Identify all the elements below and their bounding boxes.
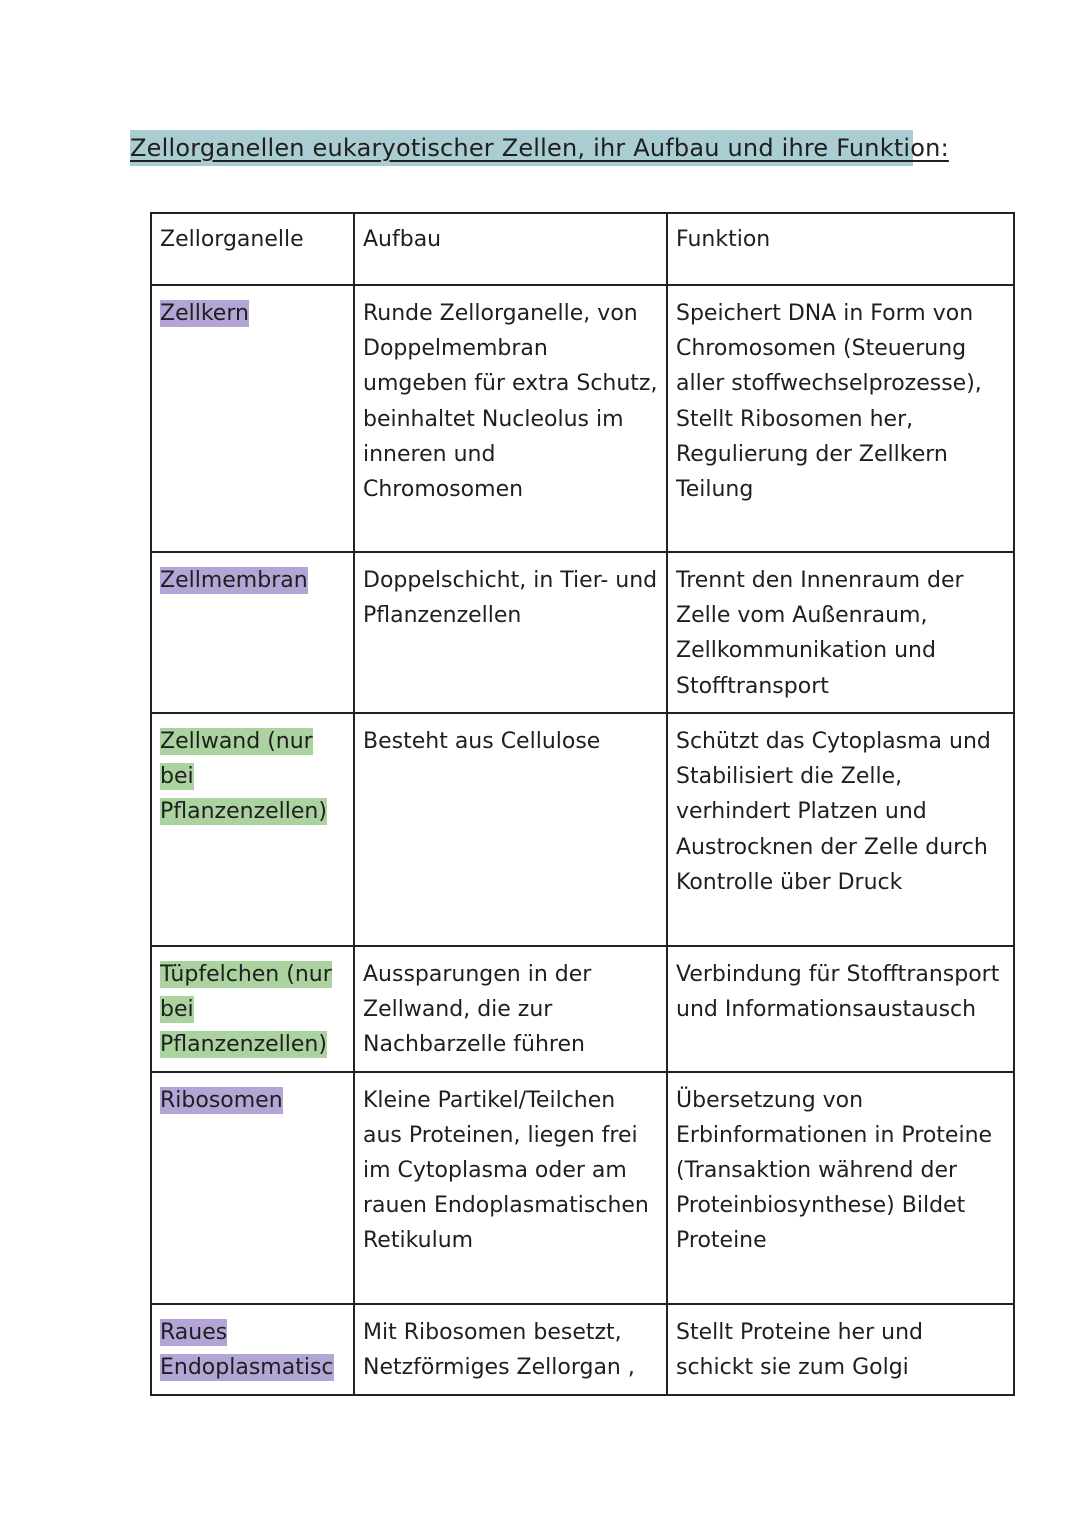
table-row (151, 1304, 1014, 1395)
table-row (151, 1072, 1014, 1304)
aufbau-cell: Mit Ribosomen besetzt, Netzförmiges Zellorgan , (354, 1304, 667, 1395)
organelle-name: Zellmembran (160, 568, 308, 593)
organelle-name: Raues Endoplasmatisc (160, 1319, 334, 1380)
organelle-cell (151, 1072, 354, 1304)
funktion-cell: Verbindung für Stofftransport und Informationsaustausch (667, 946, 1014, 1072)
organelle-cell (151, 713, 354, 946)
aufbau-cell: Runde Zellorganelle, von Doppelmembran umgeben für extra Schutz, beinhaltet Nucleolus im inneren und Chromosomen (354, 285, 667, 552)
organelle-cell (151, 285, 354, 552)
header-funktion: Funktion (667, 213, 1014, 285)
funktion-cell: Speichert DNA in Form von Chromosomen (Steuerung aller stoffwechselprozesse), Stellt Ribosomen her, Regulierung der Zellkern Teilung (667, 285, 1014, 552)
funktion-cell: Trennt den Innenraum der Zelle vom Außenraum, Zellkommunikation und Stofftransport (667, 552, 1014, 713)
organelle-cell (151, 1304, 354, 1395)
aufbau-cell: Aussparungen in der Zellwand, die zur Nachbarzelle führen (354, 946, 667, 1072)
organelle-name: Tüpfelchen (nur bei Pflanzenzellen) (160, 962, 332, 1058)
aufbau-cell: Doppelschicht, in Tier- und Pflanzenzellen (354, 552, 667, 713)
organelle-cell (151, 552, 354, 713)
funktion-cell: Stellt Proteine her und schickt sie zum Golgi (667, 1304, 1014, 1395)
aufbau-cell: Kleine Partikel/Teilchen aus Proteinen, liegen frei im Cytoplasma oder am rauen Endoplasmatischen Retikulum (354, 1072, 667, 1304)
organelle-name: Zellkern (160, 301, 249, 326)
table-row (151, 946, 1014, 1072)
header-aufbau: Aufbau (354, 213, 667, 285)
table-row (151, 713, 1014, 946)
organelle-cell (151, 946, 354, 1072)
aufbau-cell: Besteht aus Cellulose (354, 713, 667, 946)
funktion-cell: Schützt das Cytoplasma und Stabilisiert die Zelle, verhindert Platzen und Austrocknen der Zelle durch Kontrolle über Druck (667, 713, 1014, 946)
funktion-cell: Übersetzung von Erbinformationen in Proteine (Transaktion während der Proteinbiosynthese) Bildet Proteine (667, 1072, 1014, 1304)
table-row (151, 285, 1014, 552)
table-header-row (151, 213, 1014, 285)
organelle-name: Ribosomen (160, 1087, 283, 1113)
header-zellorganelle: Zellorganelle (151, 213, 354, 285)
page-title: Zellorganellen eukaryotischer Zellen, ihr Aufbau und ihre Funktion: (130, 130, 913, 166)
table-row (151, 552, 1014, 713)
organelle-table (150, 212, 1015, 1396)
organelle-name: Zellwand (nur bei Pflanzenzellen) (160, 729, 327, 825)
